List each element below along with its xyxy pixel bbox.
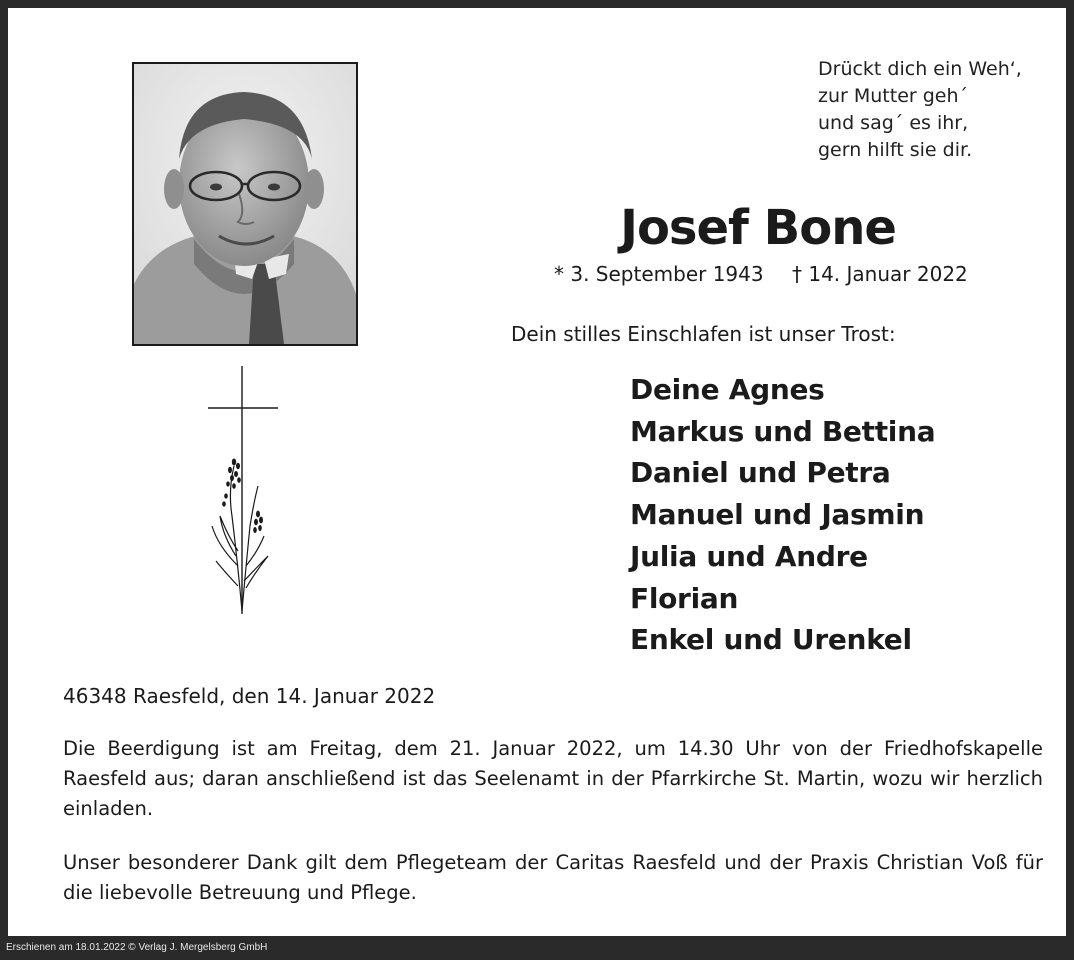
mourner-item: Manuel und Jasmin <box>630 498 925 532</box>
portrait-photo <box>132 62 358 346</box>
quote-line: Drückt dich ein Weh‘, <box>818 58 1022 80</box>
thanks-note: Unser besonderer Dank gilt dem Pflegeteam der Caritas Raesfeld und der Praxis Christian Voß für die liebevolle Betreuung und Pflege. <box>63 851 1043 904</box>
birth-date: * 3. September 1943 <box>554 262 764 286</box>
mourner-item: Deine Agnes <box>630 373 825 406</box>
comfort-line: Dein stilles Einschlafen ist unser Trost: <box>511 322 896 346</box>
death-date: † 14. Januar 2022 <box>792 262 968 286</box>
quote-line: gern hilft sie dir. <box>818 139 973 161</box>
publication-footer: Erschienen am 18.01.2022 © Verlag J. Mergelsberg GmbH <box>6 942 268 953</box>
funeral-announcement: Die Beerdigung ist am Freitag, dem 21. Januar 2022, um 14.30 Uhr von der Friedhofskapelle Raesfeld aus; daran anschließend ist das Seelenamt in der Pfarrkirche St. Martin, wozu wir herzlich einladen. <box>63 737 1043 820</box>
mourner-item: Daniel und Petra <box>630 456 891 490</box>
cross-with-wheat-icon <box>198 366 288 620</box>
deceased-name: Josef Bone <box>620 200 896 256</box>
quote-verse <box>818 56 1058 164</box>
place-and-date: 46348 Raesfeld, den 14. Januar 2022 <box>63 684 436 708</box>
portrait-photo-image <box>134 64 356 344</box>
mourner-item: Markus und Bettina <box>630 414 936 448</box>
mourner-item: Florian <box>630 581 739 615</box>
mourner-item: Enkel und Urenkel <box>630 623 912 657</box>
quote-line: und sag´ es ihr, <box>818 112 969 134</box>
mourner-item: Julia und Andre <box>630 539 868 573</box>
quote-line: zur Mutter geh´ <box>818 85 969 107</box>
mourners-list <box>630 369 1050 661</box>
obituary-card <box>8 8 1066 936</box>
